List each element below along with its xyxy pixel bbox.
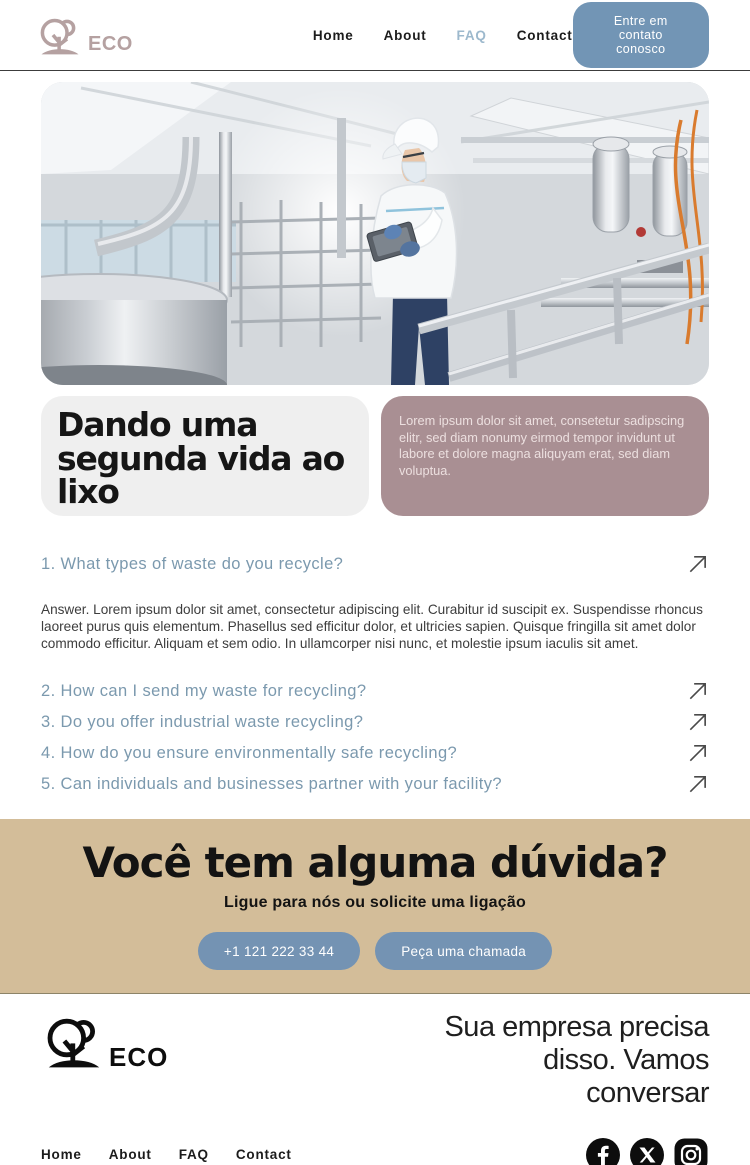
contact-cta-button[interactable]: Entre em contato conosco bbox=[573, 2, 709, 68]
page-title: Dando uma segunda vida ao lixo bbox=[57, 405, 345, 512]
intro-heading-card bbox=[41, 396, 369, 516]
logo-tree-icon bbox=[34, 13, 86, 57]
faq-item[interactable] bbox=[41, 552, 709, 576]
faq-question: 4. How do you ensure environmentally safe recycling? bbox=[41, 743, 458, 762]
faq-answer: Answer. Lorem ipsum dolor sit amet, consectetur adipiscing elit. Curabitur id suscipit ex. Suspendisse rhoncus laoreet purus quis elementum. Phasellus sed efficitur dolor, et ultricies sapien. Quisque fringilla sit amet dolor commodo efficitur. Aliquam et sem odio. In ullamcorper nisi nunc, et molestie ipsum iaculis sit amet. bbox=[41, 602, 703, 652]
arrow-up-right-icon bbox=[687, 711, 709, 733]
cta-section bbox=[0, 819, 750, 994]
arrow-up-right-icon bbox=[687, 742, 709, 764]
nav-item-faq[interactable]: FAQ bbox=[456, 27, 487, 43]
intro-description: Lorem ipsum dolor sit amet, consetetur sadipscing elitr, sed diam nonumy eirmod tempor invidunt ut labore et dolore magna aliquyam erat, sed diam voluptua. bbox=[399, 413, 685, 478]
cta-title: Você tem alguma dúvida? bbox=[82, 838, 668, 888]
footer-logo[interactable] bbox=[41, 1011, 168, 1076]
cta-buttons bbox=[0, 932, 750, 970]
faq-question: 5. Can individuals and businesses partner with your facility? bbox=[41, 774, 502, 793]
footer-nav-item-faq[interactable]: FAQ bbox=[178, 1147, 209, 1163]
footer-nav bbox=[41, 1147, 292, 1162]
faq-item[interactable] bbox=[41, 710, 709, 734]
faq-item[interactable] bbox=[41, 741, 709, 765]
footer-nav-item-home[interactable]: Home bbox=[41, 1147, 82, 1163]
x-icon bbox=[629, 1137, 665, 1165]
logo-text: ECO bbox=[109, 1042, 169, 1073]
logo[interactable] bbox=[34, 13, 133, 57]
footer bbox=[0, 994, 750, 1165]
request-call-button[interactable]: Peça uma chamada bbox=[375, 932, 552, 970]
header bbox=[0, 0, 750, 71]
nav-item-about[interactable]: About bbox=[383, 27, 427, 43]
instagram-button[interactable] bbox=[673, 1137, 709, 1165]
logo-tree-icon bbox=[41, 1011, 107, 1076]
arrow-up-right-icon bbox=[687, 773, 709, 795]
hero-image bbox=[41, 82, 709, 385]
faq-list bbox=[41, 679, 709, 796]
footer-nav-item-contact[interactable]: Contact bbox=[235, 1147, 292, 1163]
main-nav bbox=[313, 28, 573, 43]
x-button[interactable] bbox=[629, 1137, 665, 1165]
logo-text: ECO bbox=[88, 33, 133, 55]
faq-section bbox=[41, 552, 709, 796]
cta-subtitle: Ligue para nós ou solicite uma ligação bbox=[224, 894, 526, 912]
arrow-up-right-icon bbox=[687, 553, 709, 575]
instagram-icon bbox=[673, 1137, 709, 1165]
faq-item[interactable] bbox=[41, 679, 709, 703]
intro-section bbox=[41, 396, 709, 516]
nav-item-contact[interactable]: Contact bbox=[516, 27, 573, 43]
faq-question: 2. How can I send my waste for recycling? bbox=[41, 681, 367, 700]
facebook-button[interactable] bbox=[585, 1137, 621, 1165]
intro-description-card bbox=[381, 396, 709, 516]
arrow-up-right-icon bbox=[687, 680, 709, 702]
social-links bbox=[585, 1137, 709, 1165]
faq-question: 1. What types of waste do you recycle? bbox=[41, 554, 344, 573]
facebook-icon bbox=[585, 1137, 621, 1165]
nav-item-home[interactable]: Home bbox=[312, 27, 354, 43]
faq-question: 3. Do you offer industrial waste recycling? bbox=[41, 712, 364, 731]
footer-nav-item-about[interactable]: About bbox=[108, 1147, 152, 1163]
footer-tagline: Sua empresa precisa disso. Vamos conversar bbox=[444, 1011, 709, 1110]
phone-button[interactable]: +1 121 222 33 44 bbox=[198, 932, 360, 970]
faq-item[interactable] bbox=[41, 772, 709, 796]
